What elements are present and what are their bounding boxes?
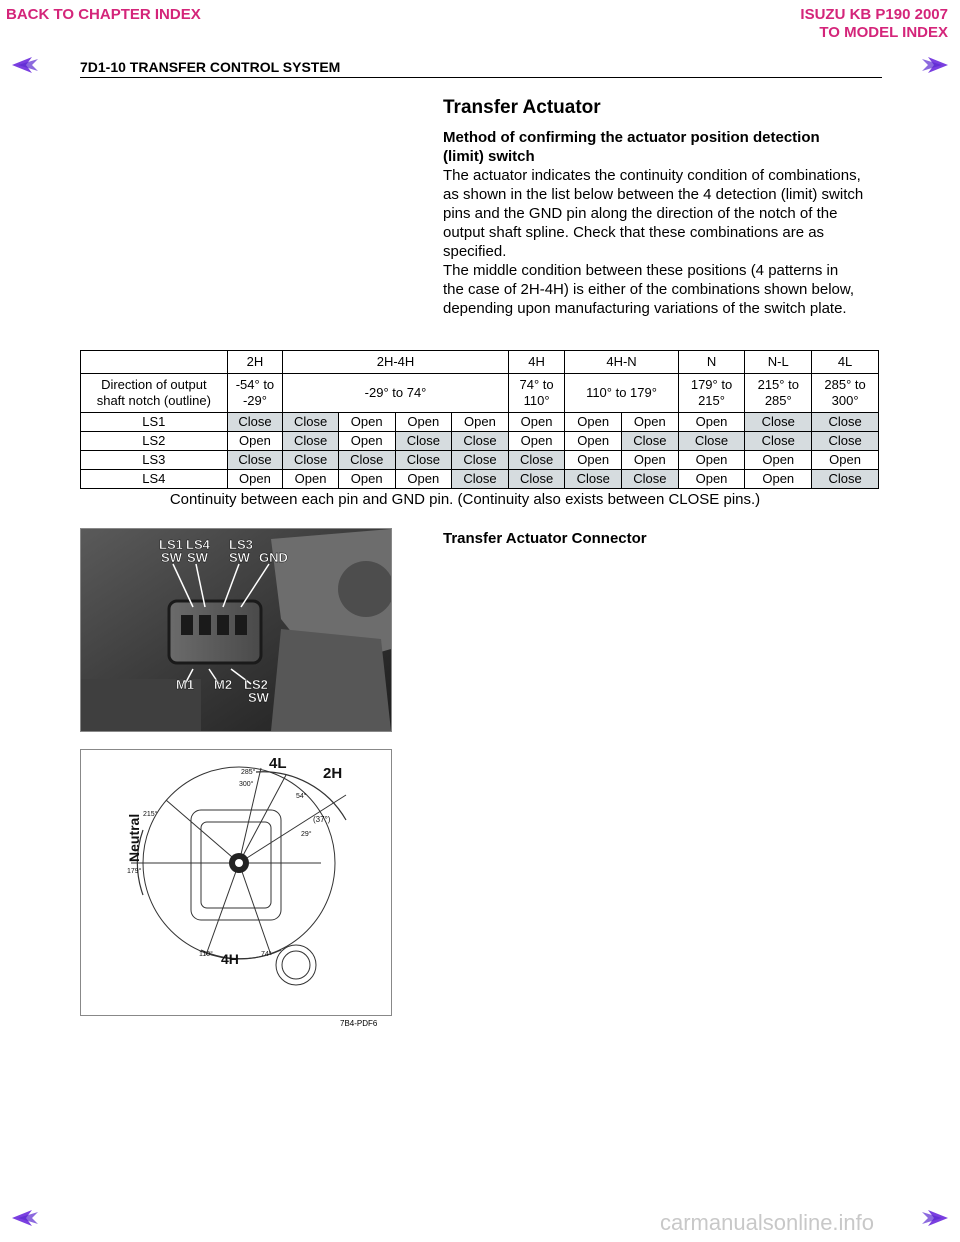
transfer-actuator-section	[443, 97, 893, 318]
photo-label: M1	[176, 677, 195, 692]
table-cell: Close	[745, 413, 812, 432]
angle-line: 215°	[698, 393, 725, 408]
table-cell: Close	[452, 432, 509, 451]
label-54: 54°	[296, 793, 307, 800]
table-cell: Close	[508, 470, 565, 489]
angle-line: 300°	[831, 393, 859, 408]
next-page-arrow-icon[interactable]	[920, 55, 950, 80]
photo-label: SW	[187, 550, 208, 565]
paragraph-line: The actuator indicates the continuity condition of combinations,	[443, 167, 861, 184]
angle-row-label	[81, 374, 228, 413]
subtitle-line: (limit) switch	[443, 148, 535, 165]
table-cell: Close	[283, 432, 339, 451]
table-header-row	[81, 351, 879, 374]
table-cell: Open	[338, 432, 395, 451]
angle-line: 179° to	[690, 377, 733, 392]
table-cell: Open	[622, 451, 679, 470]
table-cell: Open	[338, 470, 395, 489]
table-cell: Close	[452, 451, 509, 470]
table-cell: Open	[678, 470, 745, 489]
photo-label: GND	[259, 550, 288, 565]
table-cell: Open	[508, 432, 565, 451]
row-label: LS1	[81, 413, 228, 432]
angle-line: 110° to 179°	[586, 385, 657, 400]
back-to-chapter-index-label: BACK TO CHAPTER INDEX	[6, 6, 201, 23]
table-cell: Open	[678, 413, 745, 432]
label-2h: 2H	[323, 765, 343, 782]
table-cell: Close	[395, 432, 452, 451]
paragraph-line: specified.	[443, 243, 507, 260]
photo-label: M2	[214, 677, 233, 692]
table-cell: Open	[395, 413, 452, 432]
figure-code: 7B4-PDF6	[340, 1019, 378, 1028]
continuity-table	[80, 350, 879, 489]
table-header-cell: N	[678, 351, 745, 374]
label-285: 285°	[241, 769, 256, 776]
to-model-index-label: TO MODEL INDEX	[819, 24, 948, 41]
table-cell: Open	[338, 413, 395, 432]
table-cell: Open	[283, 470, 339, 489]
label-300: 300°	[239, 781, 254, 788]
angle-diagram-illustration	[81, 750, 391, 1015]
label-29: 29°	[301, 831, 312, 838]
photo-label: LS4	[186, 537, 210, 552]
table-header-cell: 2H-4H	[283, 351, 509, 374]
label-neutral: Neutral	[126, 813, 142, 862]
row-label: LS2	[81, 432, 228, 451]
photo-label: LS3	[229, 537, 253, 552]
table-header-cell	[81, 351, 228, 374]
connector-photo	[80, 528, 392, 732]
table-header-cell: N-L	[745, 351, 812, 374]
angle-line: -54° to	[235, 377, 275, 392]
table-cell: Open	[565, 451, 622, 470]
actuator-angle-diagram	[80, 749, 392, 1016]
angle-cell	[565, 374, 678, 413]
label-line: Direction of output	[101, 377, 207, 392]
section-paragraph	[443, 166, 893, 318]
table-cell: Close	[745, 432, 812, 451]
table-cell: Close	[283, 413, 339, 432]
table-cell: Close	[812, 432, 879, 451]
back-to-chapter-index-link[interactable]	[6, 6, 201, 24]
label-line: shaft notch (outline)	[96, 393, 211, 408]
table-cell: Open	[745, 451, 812, 470]
label-110: 110°	[199, 951, 213, 958]
next-page-arrow-icon[interactable]	[920, 1208, 950, 1233]
angle-cell	[227, 374, 283, 413]
photo-label: SW	[248, 690, 269, 705]
angle-line: 285°	[764, 393, 792, 408]
table-header-cell: 2H	[227, 351, 283, 374]
table-cell: Open	[452, 413, 509, 432]
connector-photo-illustration	[81, 529, 391, 731]
photo-label: SW	[161, 550, 182, 565]
subtitle-line: Method of confirming the actuator position detection	[443, 129, 820, 146]
table-row-ls3	[81, 451, 879, 470]
table-cell: Close	[283, 451, 339, 470]
table-row-ls4	[81, 470, 879, 489]
footer-watermark: carmanualsonline.info	[660, 1210, 875, 1235]
table-cell: Open	[227, 470, 283, 489]
header-rule	[80, 77, 882, 78]
model-index-link[interactable]	[800, 6, 948, 42]
angle-line: 74° to	[519, 377, 554, 392]
paragraph-line: pins and the GND pin along the direction of the notch of the	[443, 205, 838, 222]
table-cell: Open	[678, 451, 745, 470]
page-header-title: 7D1-10 TRANSFER CONTROL SYSTEM	[80, 59, 341, 75]
angle-line: 110°	[523, 393, 550, 408]
photo-label: SW	[229, 550, 250, 565]
paragraph-line: the case of 2H-4H) is either of the combinations shown below,	[443, 281, 855, 298]
table-angle-row	[81, 374, 879, 413]
previous-page-arrow-icon[interactable]	[10, 55, 40, 80]
label-179: 179°	[127, 868, 142, 875]
row-label: LS4	[81, 470, 228, 489]
label-74: 74°	[261, 951, 272, 958]
angle-cell	[678, 374, 745, 413]
connector-title: Transfer Actuator Connector	[443, 530, 647, 547]
table-cell: Close	[678, 432, 745, 451]
table-cell: Close	[227, 451, 283, 470]
table-cell: Close	[565, 470, 622, 489]
previous-page-arrow-icon[interactable]	[10, 1208, 40, 1233]
table-cell: Close	[622, 432, 679, 451]
label-37: (37°)	[313, 815, 331, 824]
table-cell: Open	[745, 470, 812, 489]
table-cell: Close	[508, 451, 565, 470]
table-row-ls2	[81, 432, 879, 451]
table-cell: Close	[452, 470, 509, 489]
table-cell: Open	[508, 413, 565, 432]
table-cell: Close	[812, 413, 879, 432]
table-cell: Open	[565, 432, 622, 451]
paragraph-line: depending upon manufacturing variations of the switch plate.	[443, 300, 847, 317]
angle-cell	[745, 374, 812, 413]
table-cell: Close	[227, 413, 283, 432]
table-cell: Close	[395, 451, 452, 470]
label-4h: 4H	[221, 951, 239, 967]
table-cell: Open	[812, 451, 879, 470]
photo-label: LS1	[159, 537, 183, 552]
table-cell: Open	[565, 413, 622, 432]
photo-label: LS2	[244, 677, 268, 692]
table-header-cell: 4L	[812, 351, 879, 374]
paragraph-line: The middle condition between these positions (4 patterns in	[443, 262, 839, 279]
angle-cell	[812, 374, 879, 413]
table-header-cell: 4H	[508, 351, 565, 374]
table-cell: Open	[227, 432, 283, 451]
section-subtitle	[443, 128, 893, 166]
angle-line: 285° to	[824, 377, 866, 392]
table-cell: Close	[812, 470, 879, 489]
angle-line: -29° to 74°	[364, 385, 427, 400]
table-cell: Close	[622, 470, 679, 489]
paragraph-line: as shown in the list below between the 4 detection (limit) switch	[443, 186, 864, 203]
section-title: Transfer Actuator	[443, 97, 601, 118]
table-row-ls1	[81, 413, 879, 432]
row-label: LS3	[81, 451, 228, 470]
table-cell: Close	[338, 451, 395, 470]
paragraph-line: output shaft spline. Check that these combinations are as	[443, 224, 825, 241]
table-cell: Open	[395, 470, 452, 489]
angle-line: 215° to	[757, 377, 799, 392]
model-name: ISUZU KB P190 2007	[800, 6, 948, 23]
table-cell: Open	[622, 413, 679, 432]
label-4l: 4L	[269, 755, 287, 772]
label-215: 215°	[143, 811, 158, 818]
table-caption: Continuity between each pin and GND pin. (Continuity also exists between CLOSE pins.)	[169, 491, 761, 508]
angle-line: -29°	[242, 393, 267, 408]
angle-cell	[283, 374, 509, 413]
table-header-cell: 4H-N	[565, 351, 678, 374]
angle-cell	[508, 374, 565, 413]
